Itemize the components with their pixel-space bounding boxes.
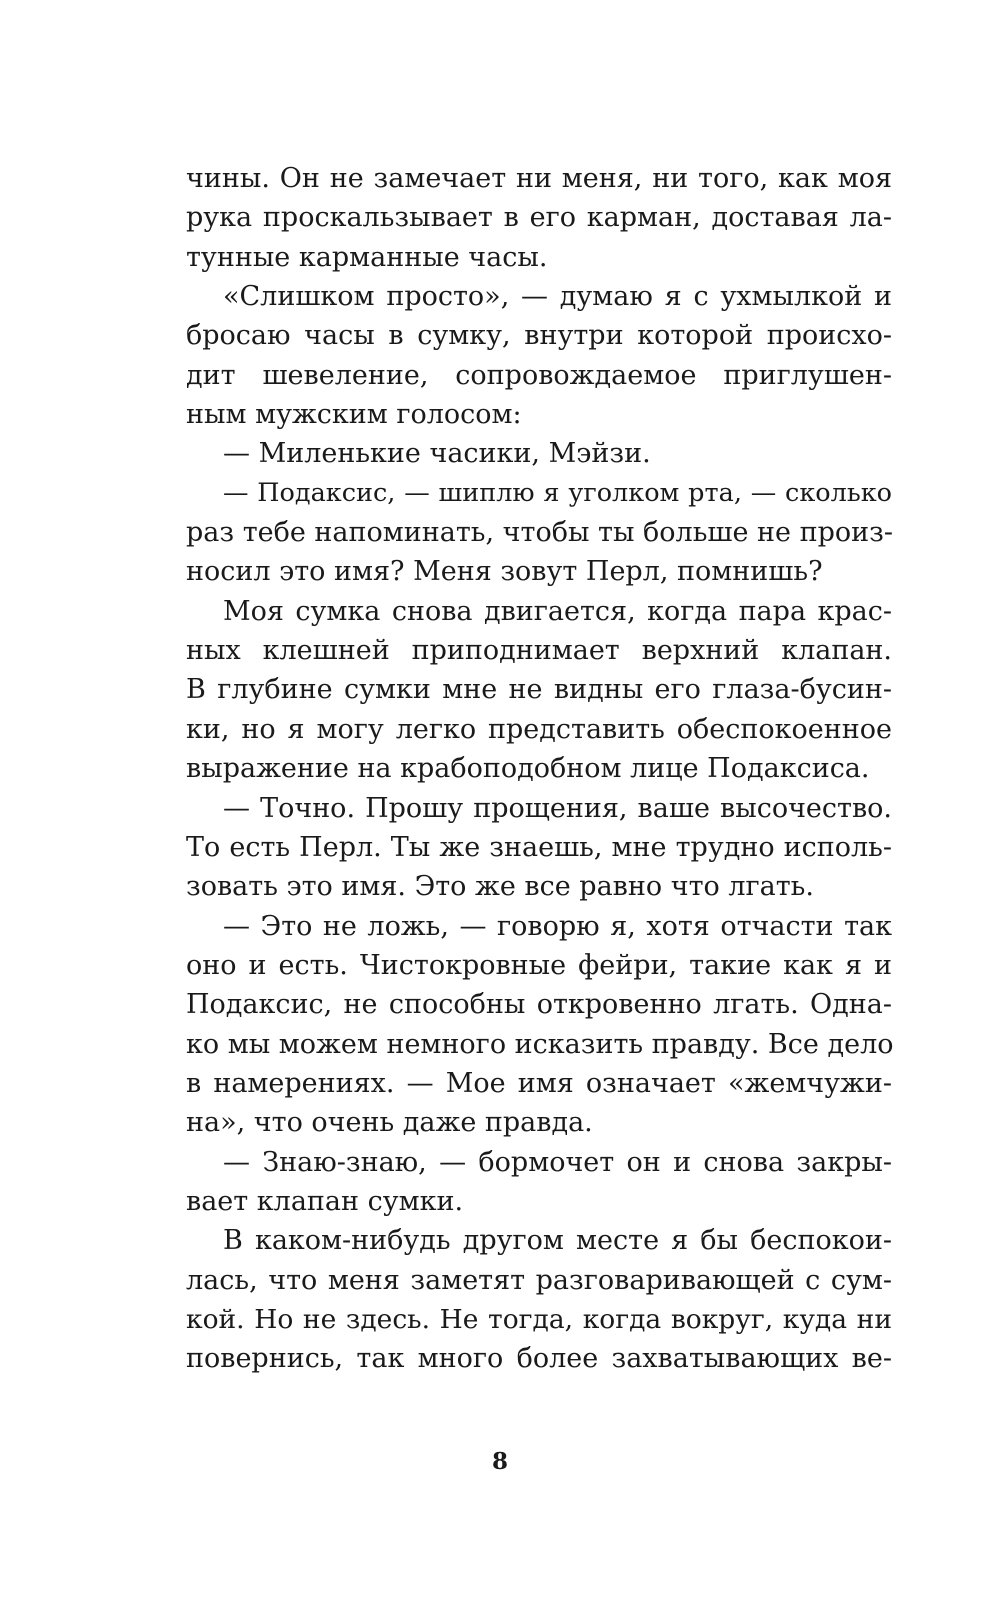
text-line: ко мы можем немного исказить правду. Все дело	[186, 1028, 894, 1060]
text-line: тунные карманные часы.	[186, 241, 548, 273]
text-line: — Миленькие часики, Мэйзи.	[223, 438, 651, 470]
text-line: зовать это имя. Это же все равно что лгать.	[186, 871, 814, 903]
text-line: кой. Но не здесь. Не тогда, когда вокруг, куда ни	[186, 1303, 892, 1335]
text-line: ным мужским голосом:	[186, 399, 522, 431]
text-line: — Подаксис, — шиплю я уголком рта, — сколько	[223, 477, 892, 508]
text-line: В каком-нибудь другом месте я бы беспокои-	[223, 1225, 892, 1257]
text-line: «Слишком просто», — думаю я с ухмылкой и	[223, 281, 892, 313]
text-line: ных клешней приподнимает верхний клапан.	[186, 635, 892, 667]
text-line: Подаксис, не способны откровенно лгать. Одна-	[186, 989, 892, 1021]
text-line: — Знаю-знаю, — бормочет он и снова закры-	[223, 1146, 892, 1178]
text-line: в намерениях. — Мое имя означает «жемчужи-	[186, 1067, 892, 1099]
text-line: Моя сумка снова двигается, когда пара крас-	[223, 595, 892, 627]
text-line: дит шевеление, сопровождаемое приглушен-	[186, 359, 892, 391]
text-line: бросаю часы в сумку, внутри которой происхо-	[186, 320, 892, 352]
text-line: раз тебе напоминать, чтобы ты больше не произ-	[186, 517, 893, 549]
page-number: 8	[491, 1448, 508, 1475]
text-line: чины. Он не замечает ни меня, ни того, как моя	[186, 163, 892, 194]
text-line: То есть Перл. Ты же знаешь, мне трудно исполь-	[186, 831, 892, 863]
text-line: на», что очень даже правда.	[186, 1107, 593, 1139]
text-line: выражение на крабоподобном лице Подаксиса.	[186, 753, 870, 785]
text-line: лась, что меня заметят разговаривающей с сум-	[186, 1264, 892, 1296]
text-line: повернись, так много более захватывающих ве-	[186, 1343, 892, 1375]
text-line: ки, но я могу легко представить обеспокоенное	[186, 713, 892, 745]
text-line: — Это не ложь, — говорю я, хотя отчасти так	[223, 910, 892, 942]
text-line: оно и есть. Чистокровные фейри, такие как я и	[186, 949, 892, 981]
text-line: вает клапан сумки.	[186, 1185, 464, 1217]
text-line: — Точно. Прошу прощения, ваше высочество.	[223, 792, 892, 824]
text-line: В глубине сумки мне не видны его глаза-бусин-	[186, 674, 892, 706]
text-line: носил это имя? Меня зовут Перл, помнишь?	[186, 556, 823, 588]
text-line: рука проскальзывает в его карман, доставая ла-	[186, 202, 892, 234]
body-text	[186, 159, 892, 1379]
